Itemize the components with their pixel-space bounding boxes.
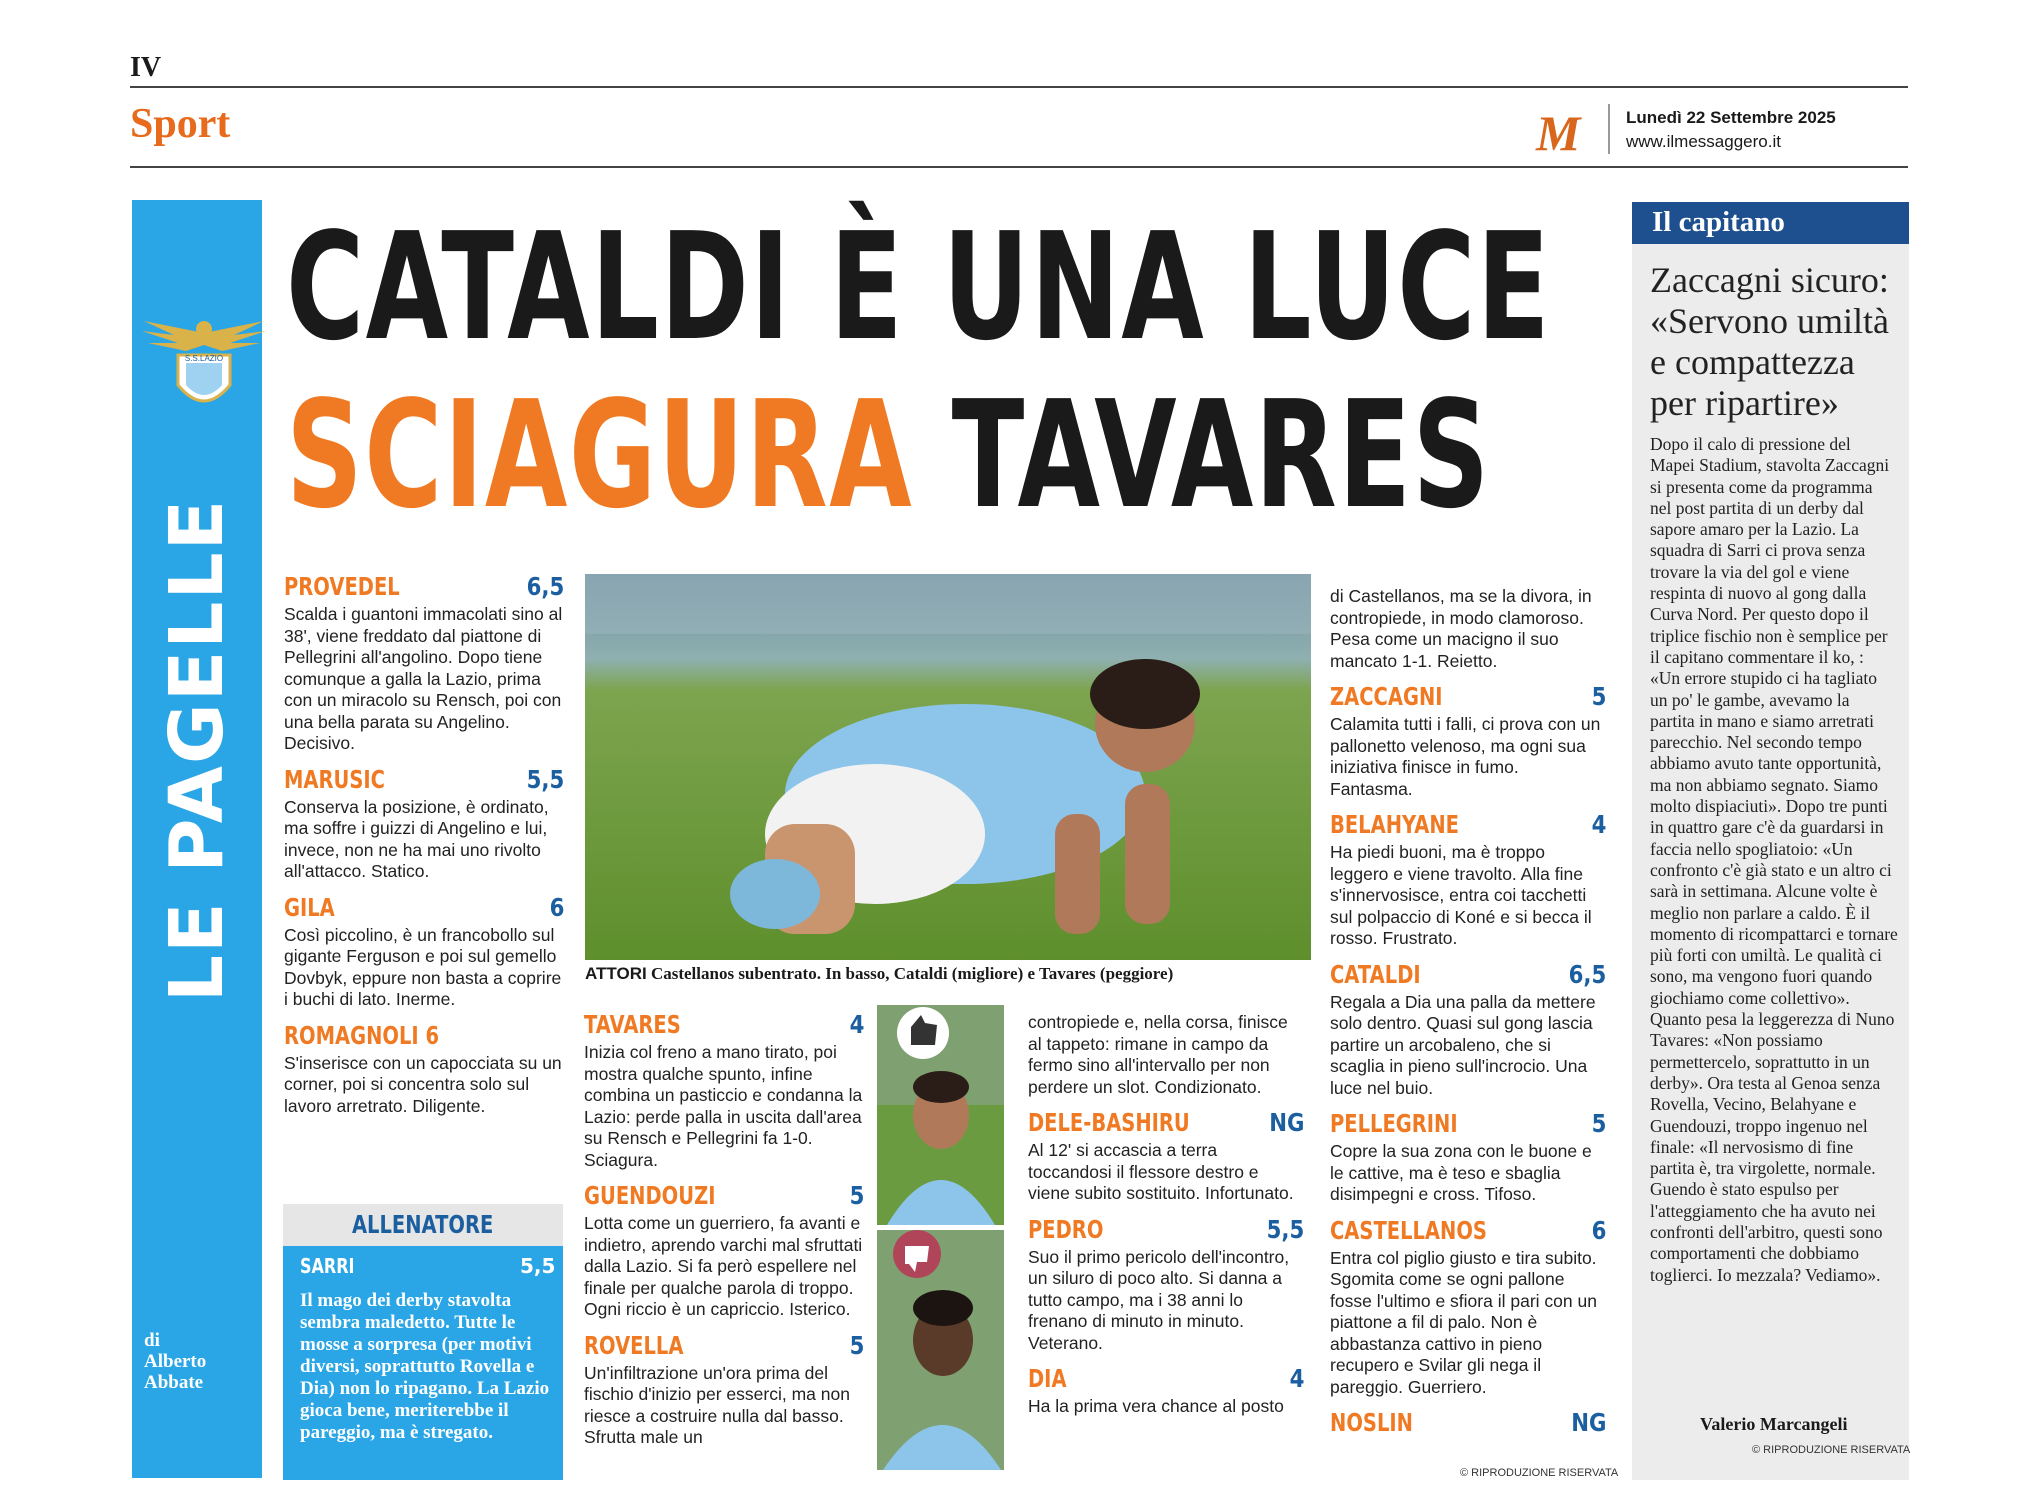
captain-article-text: Dopo il calo di pressione del Mapei Stadium, stavolta Zaccagni si presenta come da programma nel post partita di un derby dal sapore amaro per la Lazio. La squadra di Sarri ci prova senza trovare la via del gol e viene respinta di nuovo al gong dalla Curva Nord. Per questo dopo il triplice fischio non è semplice per il capitano commentare il ko, : «Un errore stupido ci ha tagliato un po' le gambe, avevamo la partita in mano e siamo arretrati parecchio. Nel secondo tempo abbiamo avuto tante opportunità, ma non abbiamo segnato. Siamo molto dispiaciuti». Dopo tre punti in quattro gare c'è da guardarsi in faccia nello spogliatoio: «Un confronto c'è già stato e un altro ci sarà in settimana. Alcune volte è meglio non parlare a caldo. È il momento di ricompattarci e tornare più forti con umiltà. Le qualità ci sono, ma vengono fuori quando giochiamo come collettivo». Quanto pesa la leggerezza di Nuno Tavares: «Non possiamo permettercelo, soprattutto in un derby». Ora testa al Genoa senza Rovella, Vecino, Belahyane e Guendouzi, troppo ingenuo nel finale: «Il nervosismo di fine partita è, tra virgolette, normale. Guendo è stato espulso per l'atteggiamento che ha avuto nei confronti dell'arbitro, questi sono comportamenti che dobbiamo toglierci. Io mezzala? Vediamo». xyxy=(1650,434,1898,1285)
player-vote: 6 xyxy=(549,892,564,922)
player-vote: NG xyxy=(1268,1108,1304,1137)
issue-date: Lunedì 22 Settembre 2025 xyxy=(1626,108,1836,127)
player-rating xyxy=(1028,1364,1304,1418)
column-3-continuation: contropiede e, nella corsa, finisce al tappeto: rimane in campo da fermo sino all'intervallo per non perdere un slot. Condizionato. xyxy=(1028,1012,1288,1097)
player-vote: 4 xyxy=(849,1010,864,1039)
player-comment: Lotta come un guerriero, fa avanti e indietro, aprendo varchi mal sfruttati dalla Lazio. Si fa però espellere nel finale per qualche parola di troppo. Ogni riccio è un capriccio. Isterico. xyxy=(584,1213,863,1319)
player-comment: Ha la prima vera chance al posto xyxy=(1028,1396,1284,1416)
player-name: CASTELLANOS xyxy=(1330,1215,1487,1245)
website-link[interactable]: www.ilmessaggero.it xyxy=(1626,132,1781,151)
player-comment: Regala a Dia una palla da mettere solo dentro. Quasi sul gong lascia partire un arcobaleno, che si scaglia in pieno sull'incrocio. Una luce nel buio. xyxy=(1330,991,1596,1098)
player-rating xyxy=(1330,960,1606,1100)
ratings-column-1 xyxy=(284,572,564,1127)
headline-line-2: SCIAGURA TAVARES xyxy=(286,369,1491,541)
player-rating xyxy=(284,572,564,755)
newspaper-logo: M xyxy=(1536,105,1581,161)
player-comment: Un'infiltrazione un'ora prima del fischio d'inizio per esserci, ma non riesce a costruire nulla dal basso. Sfrutta male un xyxy=(584,1362,850,1447)
player-vote: 5,5 xyxy=(526,764,564,794)
player-comment: Calamita tutti i falli, ci prova con un pallonetto velenoso, ma ogni sua iniziativa finisce in fumo. Fantasma. xyxy=(1330,714,1601,799)
player-name: MARUSIC xyxy=(284,764,385,794)
player-comment: Inizia col freno a mano tirato, poi mostra qualche spunto, infine combina un pasticcio e condanna la Lazio: perde palla in uscita dall'area su Rensch e Pellegrini fa 1-0. Sciagura. xyxy=(584,1042,863,1170)
player-rating xyxy=(1028,1108,1304,1205)
header-rule xyxy=(130,166,1908,168)
player-rating xyxy=(284,1021,564,1118)
headline-line-1: CATALDI È UNA LUCE xyxy=(286,201,1552,373)
player-rating xyxy=(584,1181,864,1321)
player-rating xyxy=(1330,1408,1606,1438)
cataldi-thumb-up-photo xyxy=(877,1005,1004,1225)
section-title: Sport xyxy=(130,101,231,147)
coach-name: SARRI xyxy=(300,1254,355,1278)
ratings-column-3 xyxy=(1028,1010,1304,1428)
player-name: PELLEGRINI xyxy=(1330,1109,1458,1138)
player-name: CATALDI xyxy=(1330,959,1421,989)
ratings-column-2 xyxy=(584,1010,864,1459)
player-rating xyxy=(1330,1216,1606,1399)
player-vote: 5 xyxy=(1591,1109,1606,1138)
player-rating xyxy=(284,765,564,883)
player-rating xyxy=(1330,682,1606,800)
player-name: GUENDOUZI xyxy=(584,1181,716,1210)
lazio-crest-icon xyxy=(134,305,274,415)
column-4-continuation: di Castellanos, ma se la divora, in contropiede, in modo clamoroso. Pesa come un macigno il suo mancato 1-1. Reietto. xyxy=(1330,586,1592,671)
tavares-thumb-down-photo xyxy=(877,1230,1004,1470)
svg-text:S.S.LAZIO: S.S.LAZIO xyxy=(184,354,224,363)
player-name: ROMAGNOLI 6 xyxy=(284,1020,440,1050)
player-vote: NG xyxy=(1570,1408,1606,1437)
player-name: BELAHYANE xyxy=(1330,810,1460,839)
coach-vote: 5,5 xyxy=(520,1254,556,1278)
player-comment: Scalda i guantoni immacolati sino al 38', viene freddato dal piattone di Pellegrini all'angolino. Dopo tiene comunque a galla la Lazio, prima con un miracolo su Rensch, poi con una bella parata su Angelino. Decisivo. xyxy=(284,604,563,753)
player-vote: 5,5 xyxy=(1266,1214,1304,1244)
player-vote: 4 xyxy=(1289,1364,1304,1393)
logo-separator xyxy=(1608,104,1610,154)
player-vote: 6 xyxy=(1591,1215,1606,1245)
pagelle-vertical-label: LE PAGELLE xyxy=(154,497,240,1003)
coach-text: Il mago dei derby stavolta sembra maledetto. Tutte le mosse a sorpresa (per motivi diversi, soprattutto Rovella e Dia) non lo ripagano. La Lazio gioca bene, meriterebbe il pareggio, ma è stregato. xyxy=(300,1290,550,1443)
player-comment: Copre la sua zona con le buone e le cattive, ma è teso e sbaglia disimpegni e cross. Tifoso. xyxy=(1330,1141,1592,1204)
player-vote: 5 xyxy=(849,1330,864,1360)
byline: di Alberto Abbate xyxy=(144,1330,207,1393)
page-number: IV xyxy=(130,52,162,83)
player-rating xyxy=(284,893,564,1011)
player-comment: Ha piedi buoni, ma è troppo leggero e viene travolto. Alla fine s'innervosisce, entra coi tacchetti sul polpaccio di Koné e si becca il rosso. Frustrato. xyxy=(1330,842,1592,948)
player-name: GILA xyxy=(284,892,335,922)
player-vote: 4 xyxy=(1591,810,1606,839)
photo-caption: ATTORI Castellanos subentrato. In basso, Cataldi (migliore) e Tavares (peggiore) xyxy=(585,964,1174,983)
player-rating xyxy=(584,1010,864,1171)
player-comment: Conserva la posizione, è ordinato, ma soffre i guizzi di Angelino e lui, invece, non ne ha mai uno rivolto all'attacco. Statico. xyxy=(284,796,549,881)
player-comment: S'inserisce con un capocciata su un corner, poi si concentra solo sul lavoro arretrato. Diligente. xyxy=(284,1052,562,1116)
player-comment: Al 12' si accascia a terra toccandosi il flessore destro e viene subito sostituito. Infortunato. xyxy=(1028,1140,1294,1203)
player-name: DIA xyxy=(1028,1364,1067,1393)
player-rating xyxy=(584,1331,864,1449)
captain-title: Zaccagni sicuro: «Servono umiltà e compattezza per ripartire» xyxy=(1650,260,1889,423)
player-name: NOSLIN xyxy=(1330,1408,1413,1437)
coach-heading: ALLENATORE xyxy=(283,1204,563,1246)
copyright-notice: © RIPRODUZIONE RISERVATA xyxy=(1460,1467,1619,1479)
match-photo xyxy=(585,574,1311,960)
captain-author: Valerio Marcangeli xyxy=(1700,1414,1848,1434)
player-comment: Così piccolino, è un francobollo sul gigante Ferguson e poi sul gemello Dovbyk, eppure non basta a coprire i buchi di lato. Inerme. xyxy=(284,924,562,1009)
top-rule xyxy=(130,86,1908,88)
player-vote: 6,5 xyxy=(526,572,564,601)
player-rating xyxy=(1330,1109,1606,1206)
player-name: ZACCAGNI xyxy=(1330,682,1443,711)
copyright-notice-sidebar: © RIPRODUZIONE RISERVATA xyxy=(1752,1444,1911,1456)
player-name: TAVARES xyxy=(584,1010,681,1039)
player-rating xyxy=(1028,1215,1304,1355)
player-name: PROVEDEL xyxy=(284,572,400,601)
player-comment: Suo il primo pericolo dell'incontro, un siluro di poco alto. Si danna a tutto campo, ma i 38 anni lo frenano di minuto in minuto. Veterano. xyxy=(1028,1246,1290,1353)
player-comment: Entra col piglio giusto e tira subito. Sgomita come se ogni pallone fosse l'ultimo e sfiora il pari con un piattone a fil di palo. Non è abbastanza cattivo in pieno recupero e Svilar gli nega il pareggio. Guerriero. xyxy=(1330,1247,1597,1397)
captain-kicker: Il capitano xyxy=(1632,202,1909,244)
player-name: PEDRO xyxy=(1028,1214,1104,1244)
ratings-column-4 xyxy=(1330,584,1606,1448)
player-name: DELE-BASHIRU xyxy=(1028,1108,1190,1137)
player-rating xyxy=(1330,810,1606,950)
player-name: ROVELLA xyxy=(584,1330,684,1360)
player-vote: 5 xyxy=(1591,682,1606,711)
player-vote: 5 xyxy=(849,1181,864,1210)
player-vote: 6,5 xyxy=(1568,959,1606,989)
